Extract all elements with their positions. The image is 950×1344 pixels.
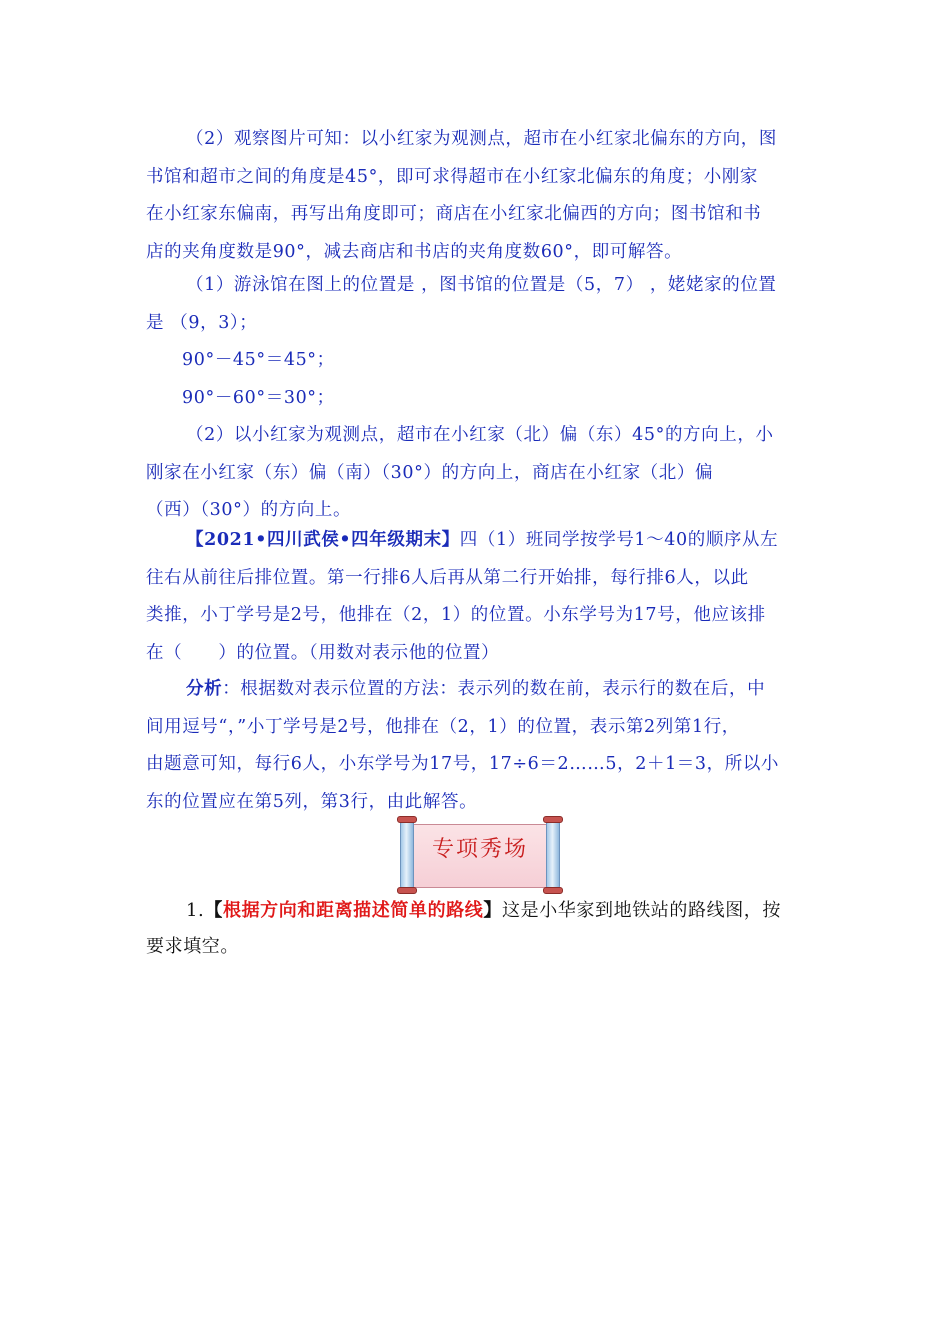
text-line: 在小红家东偏南，再写出角度即可；商店在小红家北偏西的方向；图书馆和书 <box>146 204 762 224</box>
analysis-label: 分析 <box>186 679 223 699</box>
text-segment: ：根据数对表示位置的方法：表示列的数在前，表示行的数在后，中 <box>222 679 766 699</box>
analysis-previous-paragraph <box>146 121 806 271</box>
example-question-paragraph <box>146 522 806 672</box>
text-line: 是 （9，3）； <box>146 312 258 333</box>
question-topic: 根据方向和距离描述简单的路线 <box>222 900 484 921</box>
text-line: 刚家在小红家（东）偏（南）（30°）的方向上，商店在小红家（北）偏 <box>146 462 714 483</box>
scroll-cap <box>543 816 563 823</box>
text-line: 间用逗号“，”小丁学号是2号，他排在（2，1）的位置，表示第2列第1行， <box>146 716 740 737</box>
source-tag: 【2021•四川武侯•四年级期末】 <box>186 530 460 550</box>
text-line <box>146 522 806 560</box>
text-line: （1）游泳馆在图上的位置是 ，图书馆的位置是（5，7） ，姥姥家的位置 <box>186 275 777 295</box>
text-line: 在（ ）的位置。（用数对表示他的位置） <box>146 642 500 663</box>
scroll-cap <box>397 816 417 823</box>
text-line: 类推，小丁学号是2号，他排在（2，1）的位置。小东学号为17号，他应该排 <box>146 605 766 625</box>
text-line <box>146 893 806 929</box>
equation-line: 90°－60°＝30°； <box>182 387 335 408</box>
text-line: 要求填空。 <box>146 936 239 957</box>
bracket-open: 【 <box>204 900 223 921</box>
text-line: 店的夹角度数是90°，减去商店和书店的夹角度数60°，即可解答。 <box>146 241 683 262</box>
text-segment: 四（1）班同学按学号1～40的顺序从左 <box>459 530 779 550</box>
text-line: 东的位置应在第5列，第3行，由此解答。 <box>146 791 478 812</box>
text-line: （2）观察图片可知：以小红家为观测点，超市在小红家北偏东的方向，图 <box>186 129 777 149</box>
equation-line: 90°－45°＝45°； <box>182 350 335 370</box>
bracket-close: 】 <box>483 900 502 921</box>
section-banner <box>396 818 564 892</box>
text-line: 由题意可知，每行6人，小东学号为17号，17÷6＝2……5，2＋1＝3，所以小 <box>146 754 780 774</box>
text-line <box>146 671 806 709</box>
text-line: （2）以小红家为观测点，超市在小红家（北）偏（东）45°的方向上，小 <box>186 425 774 445</box>
text-segment: 这是小华家到地铁站的路线图，按 <box>502 900 781 921</box>
analysis-paragraph <box>146 671 806 821</box>
scroll-rod-right <box>546 818 560 892</box>
answer-previous-paragraph <box>146 267 806 530</box>
text-line: 书馆和超市之间的角度是45°，即可求得超市在小红家北偏东的角度；小刚家 <box>146 166 759 187</box>
text-line: （西）（30°）的方向上。 <box>146 500 352 520</box>
banner-title: 专项秀场 <box>431 837 528 862</box>
question-number: 1. <box>186 900 205 921</box>
text-line: 往右从前往后排位置。第一行排6人后再从第二行开始排，每行排6人，以此 <box>146 567 749 588</box>
question-1-paragraph <box>146 893 806 965</box>
